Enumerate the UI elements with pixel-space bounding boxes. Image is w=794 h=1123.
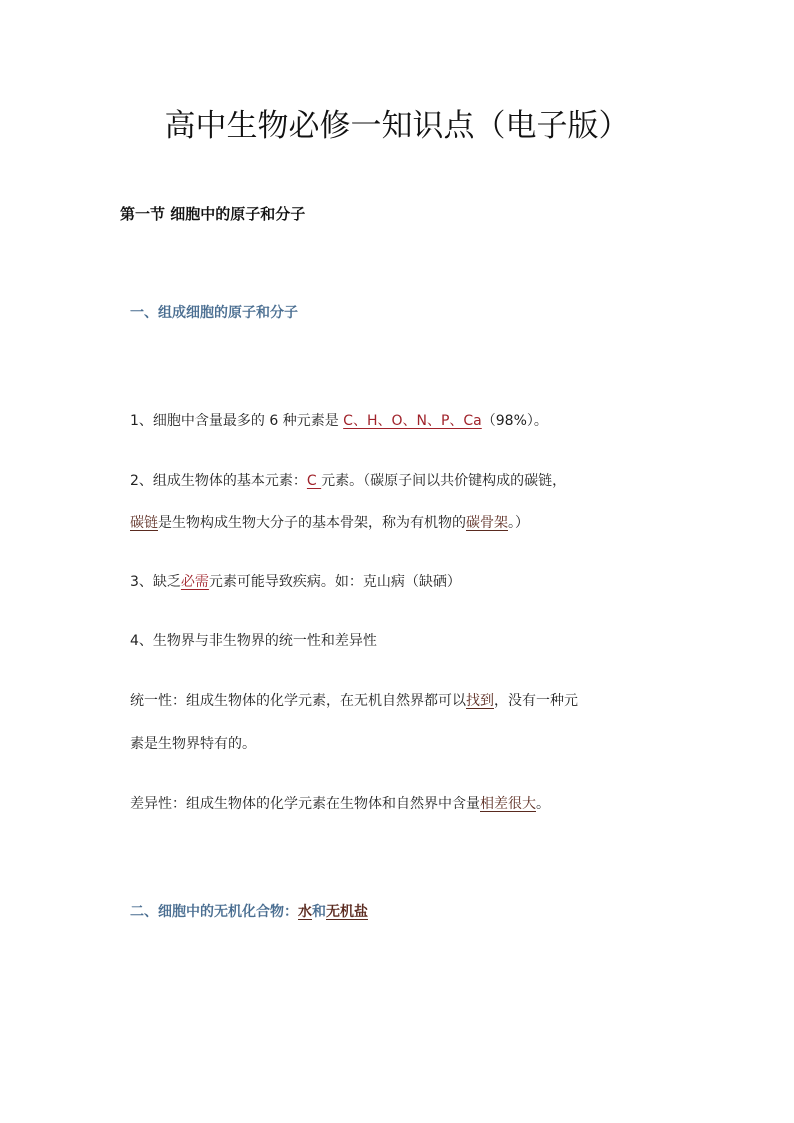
water-highlight: 水 (298, 904, 312, 920)
section-title: 第一节 细胞中的原子和分子 (120, 205, 306, 223)
paragraph-2-line-2-text: 是生物构成生物大分子的基本骨架，称为有机物的 (158, 515, 466, 531)
carbon-chain-highlight: 碳链 (130, 515, 158, 531)
essential-highlight: 必需 (180, 574, 209, 590)
paragraph-2-line-1 (130, 470, 566, 490)
paragraph-5-tail: ，没有一种元 (494, 693, 578, 709)
heading-2-and: 和 (312, 904, 326, 920)
document-title: 高中生物必修一知识点（电子版） (164, 108, 630, 144)
found-highlight: 找到 (466, 693, 494, 709)
carbon-highlight: C (306, 473, 322, 489)
inorganic-salt-highlight: 无机盐 (326, 904, 368, 920)
paragraph-2-tail: 元素。（碳原子间以共价键构成的碳链， (321, 473, 567, 489)
heading-inorganic-compounds (130, 901, 368, 921)
heading-atoms-molecules: 一、组成细胞的原子和分子 (130, 305, 298, 321)
paragraph-5-line-2: 素是生物界特有的。 (130, 736, 256, 752)
elements-highlight: C、H、O、N、P、Ca (343, 413, 482, 429)
paragraph-3-text: 3、缺乏 (130, 574, 181, 590)
paragraph-6 (130, 793, 550, 813)
paragraph-3 (130, 571, 461, 591)
paragraph-1-text: 1、细胞中含量最多的 6 种元素是 (130, 413, 344, 429)
carbon-skeleton-highlight: 碳骨架 (466, 515, 508, 531)
paragraph-3-tail: 元素可能导致疾病。如：克山病（缺硒） (208, 574, 461, 590)
paragraph-1-tail: （98%）。 (481, 413, 548, 429)
paragraph-2-text: 2、组成生物体的基本元素： (130, 473, 307, 489)
large-difference-highlight: 相差很大 (480, 796, 536, 812)
paragraph-4: 4、生物界与非生物界的统一性和差异性 (130, 633, 377, 649)
paragraph-5-line-1 (130, 690, 578, 710)
paragraph-2-line-2-tail: 。） (508, 515, 529, 531)
paragraph-1 (130, 410, 548, 430)
paragraph-6-tail: 。 (536, 796, 550, 812)
paragraph-5-text: 统一性：组成生物体的化学元素，在无机自然界都可以 (130, 693, 466, 709)
paragraph-2-line-2 (130, 512, 529, 532)
heading-2-text: 二、细胞中的无机化合物： (130, 904, 298, 920)
paragraph-6-text: 差异性：组成生物体的化学元素在生物体和自然界中含量 (130, 796, 480, 812)
